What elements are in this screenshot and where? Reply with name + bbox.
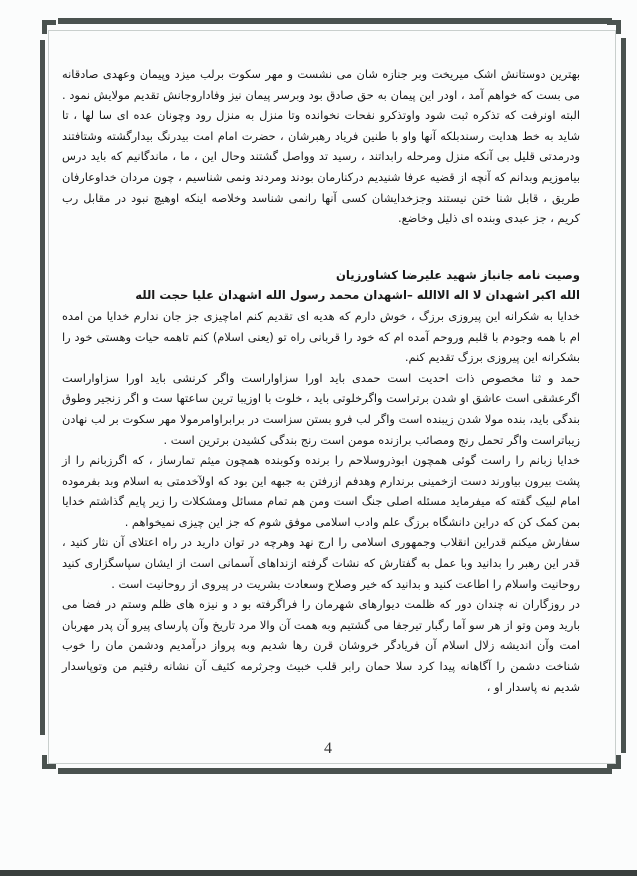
page-border-right (621, 38, 626, 753)
border-corner-bottom-right (607, 755, 621, 769)
border-corner-top-left (42, 20, 56, 34)
scan-edge-strip (0, 870, 637, 876)
border-corner-top-right (607, 20, 621, 34)
page-border-left (40, 40, 45, 735)
page-number: 4 (324, 740, 332, 757)
body-paragraph: سفارش میکنم قدراین انقلاب وجمهوری اسلامی را ارج نهد وهرچه در توان دارید در راه اعتلای آن نثار کنید ، قدر این رهبر را بدانید وبا عمل به گفتارش که نشات گرفته ازنداهای آسمانی است از ایشان سپاسگزاری کنید روحانیت واسلام را اطاعت کنید و بدانید که خیر وصلاح وسعادت بشریت در پیروی از روحانیت است . (62, 535, 580, 591)
body-paragraph: حمد و ثنا مخصوص ذات احدیت است حمدی باید اورا سزاواراست واگر کرنشی باید اورا سزاواراست اگرعشقی است عاشق او شدن برتراست واگرخلوتی باید ، خلوت با اوزیبا ترین ساعتها ست و اگر زنجیر وطوق بندگی باید، بنده مولا شدن زیبنده است واگر لب فرو بستن سزاست در برابراوامرمولا مهر سکوت بر لب نهادن زیباتراست واگر تحمل رنج ومصائب برازنده مومن است رنج بندگی کشیدن برترین است . (62, 370, 580, 447)
document-body (62, 64, 580, 697)
body-paragraph: در روزگاران نه چندان دور که ظلمت دیوارهای شهرمان را فراگرفته بو د و نیزه های ظلم وستم در فضا می بارید ومن وتو از هر سو آما رگبار تیرجفا می گشتیم وبه همت آن والا مرد تاریخ وآن پارسای پیرو آن پدر مهربان امت وآن اندیشه زلال اسلام آن فریادگر خروشان قرن رها شدیم وبه پرواز درآمدیم ودشمن مان را خوب شناخت دشمن را آگاهانه پیدا کرد سلا حمان رابر قلب خبیث وجرثرمه کثیف آن نشانه رفتیم من وتوپاسدار شدیم نه پاسدار او ، (62, 597, 580, 694)
testament-opening-declaration: الله اکبر اشهدان لا اله الاالله –اشهدان محمد رسول الله اشهدان علیا حجت الله (135, 288, 580, 303)
page-border-top (58, 18, 612, 24)
intro-paragraph: بهترین دوستانش اشک میریخت وبر جنازه شان می نشست و مهر سکوت برلب میزد وپیمان وعهدی صادقانه می بست که خواهم آمد ، اودر این پیمان به حق صادق بود وبرسر پیمان نیز وفاداروجانش تقدیم مولایش نمود . البته اونرفت که تذکره ثبت شود واوتذکرو نفحات نخوانده وتا منزل به منزل رود وچونان عده ای سا لها ، تا شاید به خط هدایت رسندبلکه آنها واو با طنین فریاد رهبرشان ، حضرت امام امت بیدرنگ بیدارگشته وشتافتند ودرمدتی قلیل بی آنکه منزل ومرحله رابداتند ، رسید تد وواصل گشتند وحال این ، ما ، ماندگانیم که باید درس بیاموزیم وبدانم که آنچه از قضیه عرفا شنیدیم درکنارمان بودند ومردند ونمی شناسیم ، چون مردان خداوعارفان طریق ، قابل شنا ختن نیستند وجزخدایشان کسی آنها رانمی شناسد وخلاصه اینکه اوهیچ نبود در مقابل رب کریم ، جز عبدی وبنده ای ذلیل وخاضع. (62, 67, 580, 226)
paragraph-spacer (62, 229, 580, 265)
testament-title: وصیت نامه جانباز شهید علیرضا کشاورزیان (335, 267, 580, 282)
body-paragraph: خدایا به شکرانه این پیروزی برزگ ، خوش دارم که هدیه ای تقدیم کنم اماچیزی جز جان ندارم خدایا من امده ام با همه وجودم با قلبم وروحم آمده ام که خود را قربانی راه تو (یعنی اسلام) کنم تاهمه حیات وهستی خود را بشکرانه این پیروزی برزگ تقدیم کنم. (62, 308, 580, 365)
border-corner-bottom-left (42, 755, 56, 769)
body-paragraph: خدایا زبانم را راست گوئی همچون ابوذروسلاحم را برنده وکوبنده همچون میثم تمارساز ، که اگرزبانم را از پشت بیرون بیاورند دست ازخمینی برندارم وهدفم ازرفتن به جبهه این بود که اولآخدمتی به اسلام وبد بفرموده امام لبیک گفته که میفرماید مسئله اصلی جنگ است ومن هم تمام مسائل ومشکلات را زیر پایم گذاشتم خدایا بمن کمک کن که دراین دانشگاه برزگ علم وادب اسلامی موفق شوم که جز این چیزی نمیخواهم . (62, 453, 580, 529)
page-border-bottom (58, 768, 612, 774)
